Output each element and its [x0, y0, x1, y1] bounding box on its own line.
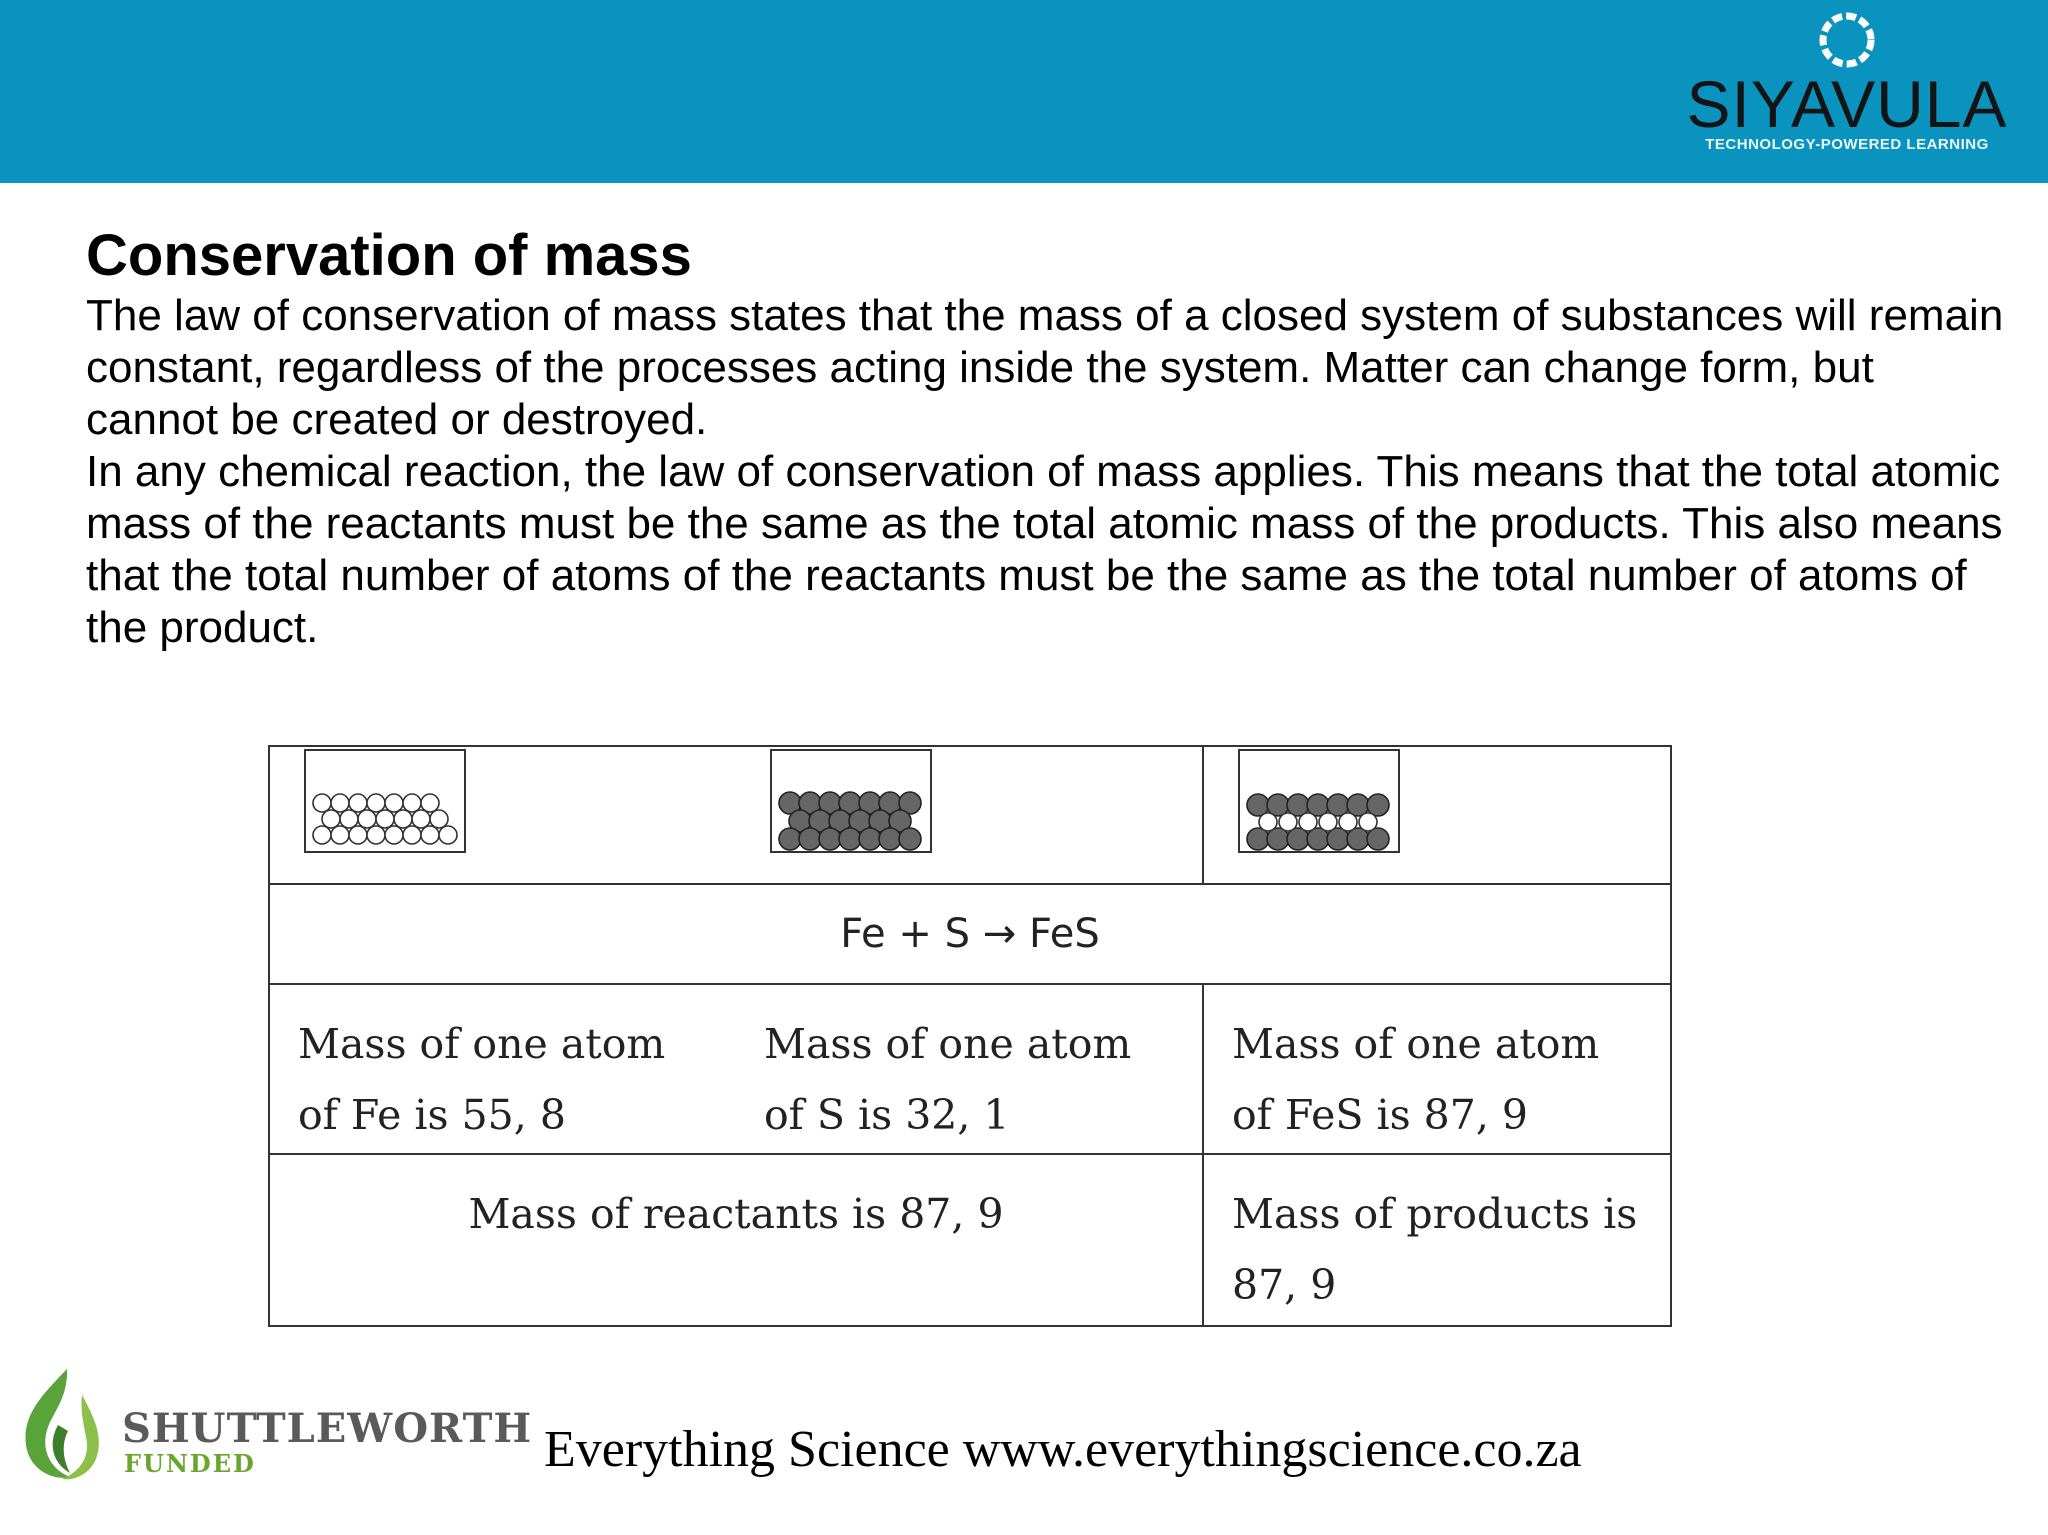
fes-atoms-box — [1238, 749, 1400, 853]
paragraph-1: The law of conservation of mass states that the mass of a closed system of substances will remain constant, regardless of the processes acting inside the system. Matter can change form, but cannot be created or destroyed. — [86, 291, 2004, 444]
siyavula-logo — [1672, 8, 2022, 158]
s-atoms-box — [770, 749, 932, 853]
product-mass-cell — [1203, 984, 1671, 1154]
products-total-cell — [1203, 1154, 1671, 1326]
reaction-table — [268, 745, 1672, 1327]
header-bar — [0, 0, 2048, 183]
footer-site-text: Everything Science www.everythingscience.co.za — [544, 1421, 1582, 1478]
shuttleworth-logo — [12, 1365, 533, 1485]
reactants-total-cell — [269, 1154, 1203, 1326]
reactant-masses-cell — [269, 984, 1203, 1154]
products-total-text: Mass of products is 87, 9 — [1232, 1190, 1638, 1309]
equation-cell: Fe + S → FeS — [269, 884, 1671, 984]
flame-leaf-icon — [12, 1365, 112, 1485]
sponsor-funded: FUNDED — [124, 1449, 256, 1478]
slide-body — [86, 290, 2006, 654]
product-picture-cell — [1203, 746, 1671, 884]
reactant-pictures-cell — [269, 746, 1203, 884]
brand-tagline: TECHNOLOGY-POWERED LEARNING — [1705, 136, 1989, 153]
brand-name: SIYAVULA — [1686, 67, 2008, 141]
siyavula-ring-icon — [1815, 8, 1879, 72]
sponsor-name: SHUTTLEWORTH — [122, 1405, 533, 1452]
slide-title: Conservation of mass — [86, 223, 692, 288]
paragraph-2: In any chemical reaction, the law of conservation of mass applies. This means that the total atomic mass of the reactants must be the same as the total atomic mass of the products. This also means that the total number of atoms of the reactants must be the same as the total number of atoms of the product. — [86, 447, 2003, 652]
fe-atoms-box — [304, 749, 466, 853]
fes-mass-text: Mass of one atom of FeS is 87, 9 — [1232, 1020, 1600, 1139]
s-mass-text: Mass of one atom of S is 32, 1 — [764, 1020, 1132, 1139]
fe-mass-text: Mass of one atom of Fe is 55, 8 — [298, 1020, 666, 1139]
reactants-total-text: Mass of reactants is 87, 9 — [468, 1190, 1004, 1238]
